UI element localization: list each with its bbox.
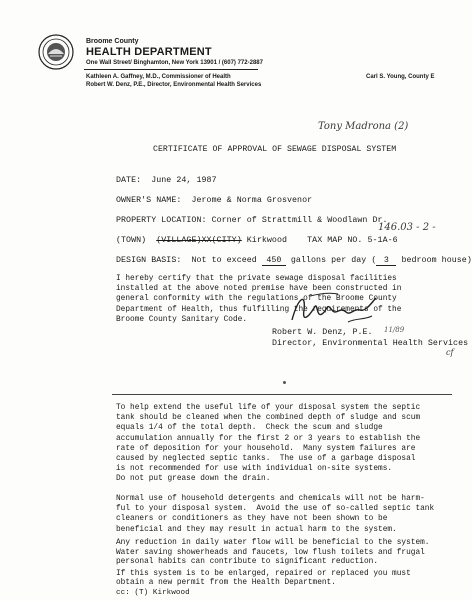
signatory-title: Director, Environmental Health Services (272, 339, 469, 348)
design-basis-row (116, 256, 472, 266)
handwritten-initials: cf (446, 348, 454, 357)
instructions-top-rule (112, 394, 452, 395)
property-row (116, 216, 388, 225)
owner-label: OWNER'S NAME: (116, 196, 182, 205)
gallons-value: 450 (262, 256, 286, 266)
design-prefix: Not to exceed (191, 256, 257, 265)
design-middle: gallons per day ( (290, 256, 377, 265)
tax-map-value: 5-1A-6 (367, 236, 398, 245)
tax-map-label: TAX MAP NO. (307, 236, 363, 245)
handwritten-annotation: Tony Madrona (2) (318, 121, 409, 132)
design-suffix: bedroom house) (401, 256, 472, 265)
owner-value: Jerome & Norma Grosvenor (191, 196, 313, 205)
bedrooms-value: 3 (376, 256, 396, 266)
instruction-detergents: Normal use of household detergents and chemicals will not be harm- ful to your disposal system. Avoid the use of so-called septic tank cleaners or conditioners as they have not been shown to be beneficial and they may result in actual harm to the system. (116, 495, 435, 534)
town-row (116, 236, 398, 245)
owner-row (116, 196, 312, 205)
document-title: CERTIFICATE OF APPROVAL OF SEWAGE DISPOSAL SYSTEM (153, 145, 397, 154)
property-label: PROPERTY LOCATION: (116, 216, 207, 225)
date-row (116, 176, 217, 185)
handwritten-parcel: 146.03 - 2 - (378, 222, 436, 233)
county-name: Broome County (86, 38, 139, 45)
date-label: DATE: (116, 176, 142, 185)
struck-municipality: (VILLAGE)XX(CITY) (156, 236, 242, 245)
cc-line: cc: (T) Kirkwood (116, 589, 190, 597)
town-value: Kirkwood (246, 236, 288, 245)
department-address: One Wall Street/ Binghamton, New York 13901 / (607) 772-2887 (86, 60, 263, 66)
design-label: DESIGN BASIS: (116, 256, 182, 265)
town-label: (TOWN) (116, 236, 147, 245)
department-name: HEALTH DEPARTMENT (86, 46, 212, 58)
county-seal-icon (38, 34, 74, 70)
instruction-water-flow: Any reduction in daily water flow will be beneficial to the system. Water saving showerheads and faucets, low flush toilets and frugal personal habits can contribute to significant reduction. (116, 539, 430, 567)
certification-paragraph: I hereby certify that the private sewage disposal facilities installed at the above noted premise have been constructed in general conformity with the regulations of the Broome County Department of Health, thus fulfilling the requirements of the Broome County Sanitary Code. (116, 275, 402, 324)
director-line: Robert W. Denz, P.E., Director, Environmental Health Services (86, 82, 262, 88)
signatory-name: Robert W. Denz, P.E. (272, 328, 373, 337)
property-value: Corner of Strattmill & Woodlawn Dr. (211, 216, 388, 225)
instruction-permit: If this system is to be enlarged, repaired or replaced you must obtain a new permit from the Health Department. (116, 570, 411, 588)
letterhead-rule (84, 69, 258, 70)
commissioner-line: Kathleen A. Gaffney, M.D., Commissioner of Health (86, 74, 231, 80)
page-mark (283, 381, 286, 384)
received-stamp: 11/89 (384, 326, 405, 334)
instruction-cleaning: To help extend the useful life of your disposal system the septic tank should be cleaned when the combined depth of sludge and scum equals 1/4 of the total depth. Check the scum and sludge accumulation annually for the first 2 or 3 years to establish the rate of deposition for your household. Many system failures are caused by neglected septic tanks. The use of a garbage disposal is not recommended for use with individual on-site systems. Do not put grease down the drain. (116, 404, 421, 484)
date-value: June 24, 1987 (151, 176, 217, 185)
county-executive-line: Carl S. Young, County E (366, 74, 435, 80)
